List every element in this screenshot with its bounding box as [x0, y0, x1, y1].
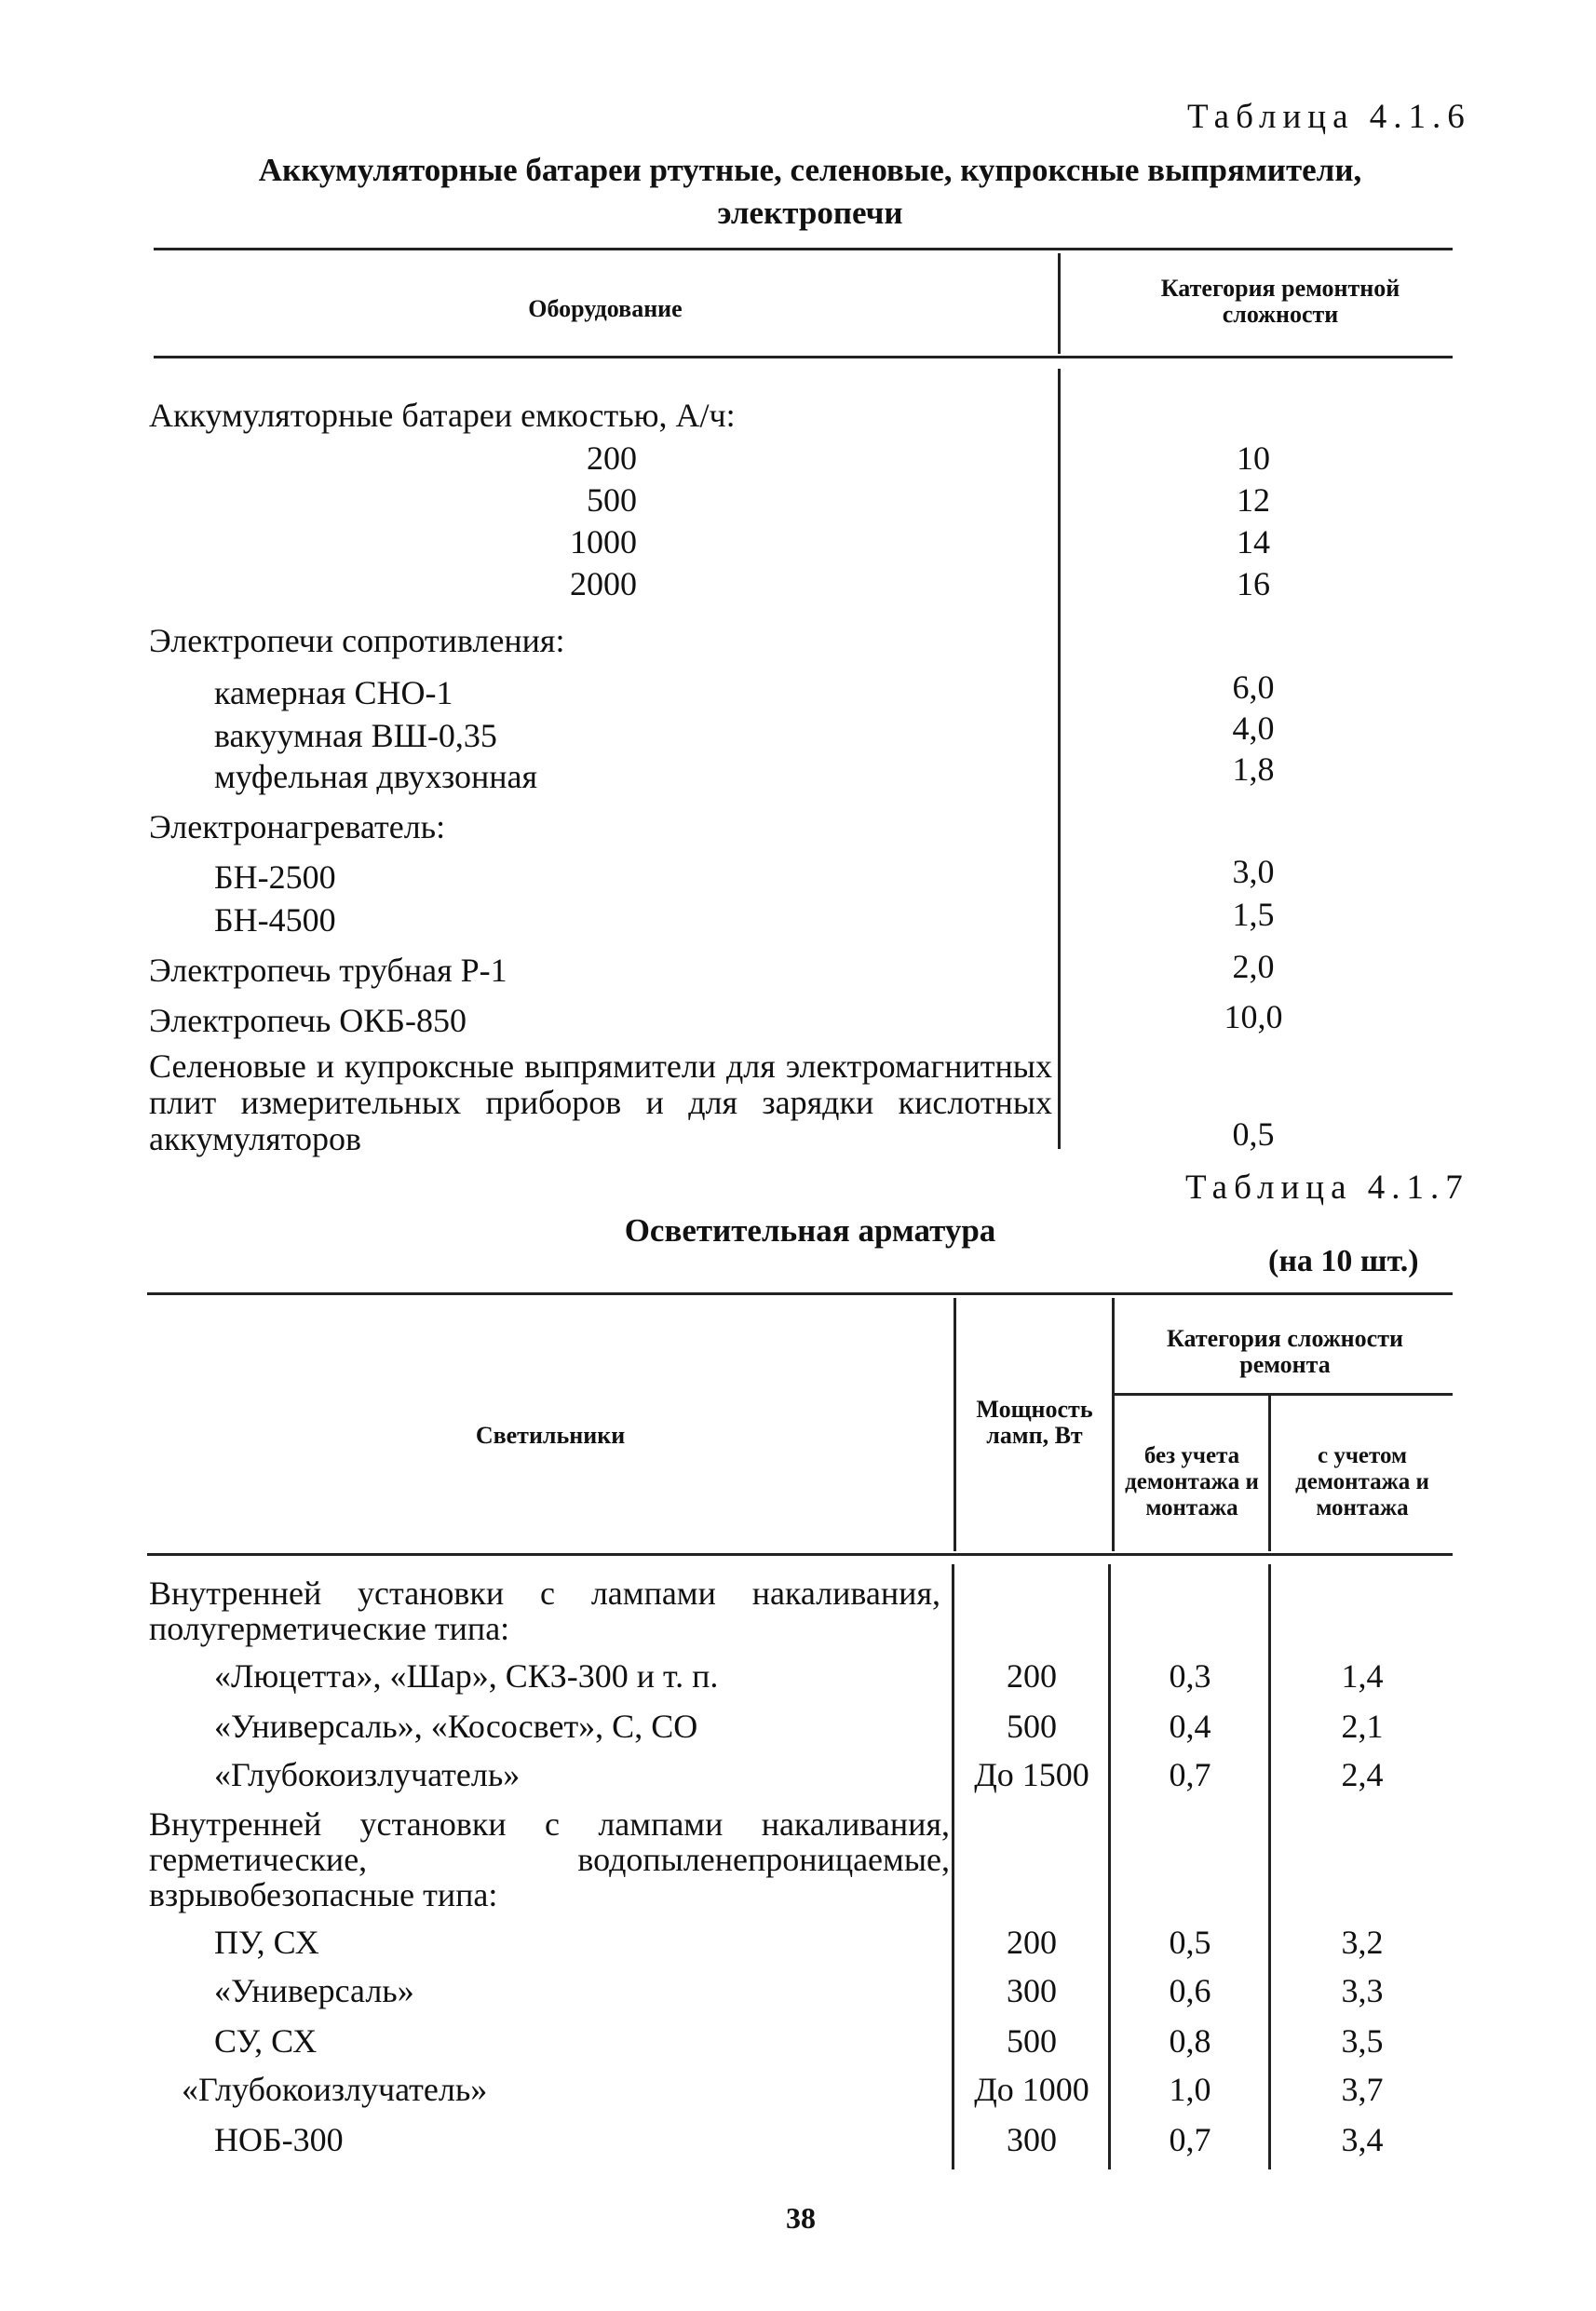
table2-row-name: СУ, СХ [214, 2022, 318, 2060]
table2-col-category: Категория сложности ремонта [1167, 1325, 1403, 1378]
table2-title: Осветительная арматура [624, 1212, 996, 1249]
table2-row-power: 200 [1007, 1657, 1057, 1695]
table1-col-category: Категория ремонтной сложности [1160, 275, 1400, 328]
table2-divider-subcols [1268, 1395, 1271, 1551]
table1-row-value: 4,0 [1232, 710, 1275, 747]
table2-col-power: Мощность ламп, Вт [976, 1396, 1093, 1449]
table2-row-name: Внутренней установки с лампами накаливания, полугерметические типа: [149, 1574, 940, 1647]
table1-label: Таблица 4.1.6 [1187, 98, 1471, 136]
table1-body-divider [1058, 369, 1061, 1149]
table2-row-name: Внутренней установки с лампами накаливания, герметические, водопыленепроницаемые, взрывобезопасные типа: [149, 1805, 950, 1913]
table1-row-name: БН-2500 [214, 858, 336, 896]
table2-row-power: 200 [1007, 1924, 1057, 1961]
table1-row-value: 0,5 [1232, 1115, 1275, 1153]
table1-row-name: Электропечь ОКБ-850 [149, 1002, 467, 1039]
table2-col-lamps: Светильники [475, 1422, 626, 1449]
table2-row-name: НОБ-300 [214, 2121, 344, 2158]
page-number: 38 [786, 2201, 816, 2235]
table1-row-name: Электропечи сопротивления: [149, 622, 565, 659]
table1-row-value: 2,0 [1232, 948, 1275, 985]
table2-row-without: 1,0 [1169, 2071, 1211, 2108]
table2-row-name: ПУ, СХ [214, 1924, 319, 1961]
table1-title-line1: Аккумуляторные батареи ртутные, селеновые, купроксные выпрямители, [258, 152, 1362, 188]
table1-row-name: Селеновые и купроксные выпрямители для электромагнитных плит измерительных приборов и для зарядки кислотных аккумуляторов [149, 1047, 1052, 1157]
table2-unit: (на 10 шт.) [1268, 1244, 1419, 1278]
table2-row-name: «Люцетта», «Шар», СКЗ-300 и т. п. [214, 1657, 719, 1695]
table1-row-name: 200 [587, 439, 637, 477]
table2-category-rule [1115, 1393, 1453, 1396]
table1-row-value: 10 [1237, 439, 1270, 477]
table2-body-divider-with [1268, 1564, 1271, 2169]
table2-top-rule [147, 1292, 1453, 1295]
table2-divider-power [954, 1298, 956, 1551]
table2-divider-category [1112, 1298, 1115, 1551]
table2-row-power: До 1000 [974, 2071, 1089, 2108]
table2-row-without: 0,7 [1169, 1756, 1211, 1793]
table1-row-name: Электропечь трубная Р-1 [149, 952, 507, 989]
table1-row-value: 6,0 [1232, 669, 1275, 706]
table2-header-rule [147, 1553, 1453, 1556]
table2-row-with: 3,4 [1341, 2121, 1384, 2158]
table2-row-without: 0,5 [1169, 1924, 1211, 1961]
table1-col-equipment: Оборудование [528, 295, 683, 322]
table2-col-with: с учетом демонтажа и монтажа [1295, 1443, 1429, 1520]
table2-row-name: «Универсаль» [214, 1972, 414, 2009]
table2-row-name: «Универсаль», «Кососвет», С, СО [214, 1708, 698, 1745]
table1-top-rule [154, 248, 1453, 250]
table1-row-value: 1,5 [1232, 896, 1275, 933]
table2-row-power: До 1500 [974, 1756, 1089, 1793]
table2-row-without: 0,8 [1169, 2022, 1211, 2060]
table2-body-divider-without [1108, 1564, 1111, 2169]
table2-row-with: 2,4 [1341, 1756, 1384, 1793]
table1-row-name: БН-4500 [214, 901, 336, 939]
table1-row-value: 16 [1237, 565, 1270, 602]
table2-body-divider-power [952, 1564, 954, 2169]
table1-row-value: 14 [1237, 523, 1270, 561]
table2-row-power: 300 [1007, 1972, 1057, 2009]
table2-row-without: 0,7 [1169, 2121, 1211, 2158]
table2-row-with: 1,4 [1341, 1657, 1384, 1695]
table1-row-name: камерная СНО-1 [214, 674, 453, 711]
table2-row-name: «Глубокоизлучатель» [214, 1756, 521, 1793]
table1-header-divider [1058, 253, 1061, 354]
table2-row-without: 0,6 [1169, 1972, 1211, 2009]
table1-row-name: 500 [587, 481, 637, 519]
table1-row-name: Аккумуляторные батареи емкостью, А/ч: [149, 397, 736, 434]
table2-row-with: 3,5 [1341, 2022, 1384, 2060]
table2-row-with: 3,7 [1341, 2071, 1384, 2108]
table1-row-value: 3,0 [1232, 853, 1275, 890]
table1-row-name: Электронагреватель: [149, 808, 446, 845]
table1-row-name: 1000 [570, 523, 637, 561]
table2-row-power: 500 [1007, 1708, 1057, 1745]
table2-label: Таблица 4.1.7 [1185, 1169, 1469, 1207]
table1-title-line2: электропечи [717, 195, 903, 231]
table2-row-with: 3,2 [1341, 1924, 1384, 1961]
table1-row-value: 1,8 [1232, 750, 1275, 788]
table2-row-name: «Глубокоизлучатель» [182, 2071, 488, 2108]
table1-row-name: муфельная двухзонная [214, 758, 538, 795]
table1-header-rule [154, 356, 1453, 358]
table2-col-without: без учета демонтажа и монтажа [1125, 1443, 1259, 1520]
table1-row-value: 10,0 [1224, 998, 1283, 1035]
table1-row-value: 12 [1237, 481, 1270, 519]
table2-row-power: 300 [1007, 2121, 1057, 2158]
table2-row-power: 500 [1007, 2022, 1057, 2060]
table2-row-with: 2,1 [1341, 1708, 1384, 1745]
table1-row-name: вакуумная ВШ-0,35 [214, 717, 497, 754]
table2-row-without: 0,4 [1169, 1708, 1211, 1745]
table2-row-without: 0,3 [1169, 1657, 1211, 1695]
table1-row-name: 2000 [570, 565, 637, 602]
table2-row-with: 3,3 [1341, 1972, 1384, 2009]
